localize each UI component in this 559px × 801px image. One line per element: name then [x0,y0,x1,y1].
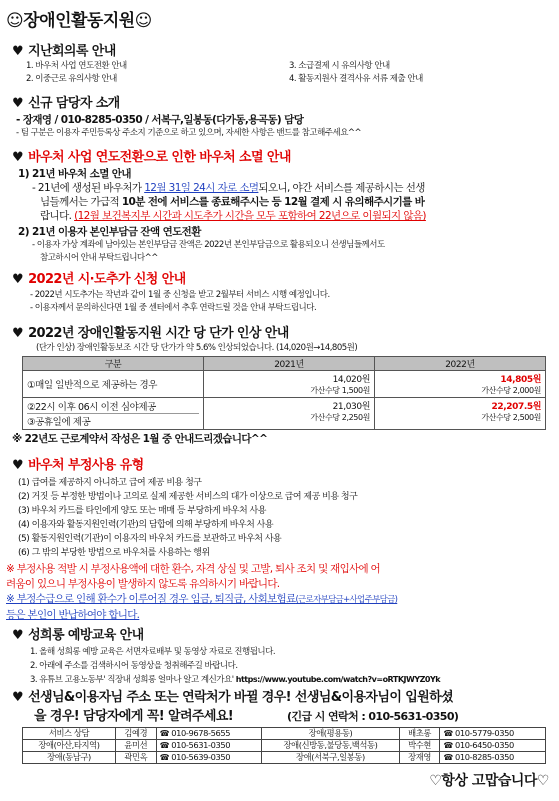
section-heading: 신규 담당자 소개 [28,96,120,111]
phone-icon: ☎ [159,753,170,762]
list-item: 3. 소급결제 시 유의사항 안내 [289,61,390,71]
phone-icon: ☎ [443,753,453,762]
page-title: ☺장애인활동지원☺ [6,11,152,31]
table-row: 장애(동남구) 곽민옥 ☎ 010-5639-0350 장애(서북구,일봉동) 장재영 ☎ 010-8285-0350 [23,752,546,764]
video-link[interactable]: https://www.youtube.com/watch?v=oRTKJWYZ0Yk [235,675,441,684]
section-rate-increase [12,322,357,355]
manager-info: - 장재영 / 010-8285-0350 / 서복구,일봉동(다가동,용곡동) 담당 [16,114,304,126]
section-heading: 2022년 장애인활동지원 시간 당 단가 인상 안내 [28,326,289,341]
refund-warning: ※ 부정수급으로 인해 환수가 이루어질 경우 임금, 퇴직금, 사회보험료(근로자부담금+사업주부담금) 등은 본인이 반납하여야 합니다. [6,593,398,621]
subheading: 1) 21년 바우처 소멸 안내 [18,168,131,180]
heart-icon: ♥ [12,272,24,287]
list-item: 1. 바우처 사업 연도전환 안내 [26,61,127,71]
list-item: 2. 이중근로 유의사항 안내 [26,74,117,84]
list-item: 3. 유튜브 고용노동부' 직장내 성희롱 얼마나 알고 계신가요' https://www.youtube.com/watch?v=oRTKJWYZ0Yk [30,675,441,685]
list-item: (3) 바우처 카드를 타인에게 양도 또는 매매 등 부당하게 바우처 사용 [18,506,266,516]
fraud-warning: ※ 부정사용 적발 시 부정사용액에 대한 환수, 자격 상실 및 고발, 퇴사 조치 및 재입사에 어 려움이 있으니 부정사용이 발생하지 않도록 유의하시기 바랍니다. [6,563,380,590]
table-row: ①매일 일반적으로 제공하는 경우 14,020원 가산수당 1,500원 14,805원 가산수당 2,000원 [23,371,546,398]
phone-icon: ☎ [443,729,453,738]
table-row: ②22시 이후 06시 이전 심야제공 ③공휴일에 제공 21,030원 가산수당 2,250원 22,207.5원 가산수당 2,500원 [23,398,546,430]
heart-icon: ♥ [12,326,24,341]
contacts-table [22,727,546,764]
heart-icon: ♥ [12,690,24,705]
heart-icon: ♥ [12,458,24,473]
subheading: 2) 21년 이용자 본인부담금 잔액 연도전환 [18,226,201,238]
list-item: (4) 이용자와 활동지원인력(기관)의 담합에 의해 부당하게 바우처 사용 [18,520,274,530]
section-heading: 바우처 부정사용 유형 [28,458,144,473]
minutes-list [26,60,552,86]
expiry-date: 12월 31일 24시 자로 소멸 [144,182,259,194]
section-heading: 지난회의록 안내 [28,44,116,59]
section-city-additional: ♥ 2022년 시·도추가 신청 안내 - 2022년 시도추가는 작년과 같이 1월 중 신청을 받고 2월부터 서비스 시행 예정입니다. - 이용자께서 문의하신다면 1월 중 센터에서 추후 연락드릴 것을 안내 부탁드립니다. [12,272,330,313]
fraud-list [18,476,357,560]
contract-footnote: ※ 22년도 근로계약서 작성은 1월 중 안내드리겠습니다^^ [12,433,268,445]
phone-icon: ☎ [443,741,453,750]
closing-message: ♡항상 고맙습니다♡ [429,773,549,789]
phone-icon: ☎ [159,741,170,750]
emergency-contact: (긴급 시 연락처 : 010-5631-0350) [287,710,459,723]
list-item: (6) 그 밖의 부당한 방법으로 바우처를 사용하는 행위 [18,548,210,558]
list-item: 1. 올해 성희롱 예방 교육은 서면자료배부 및 동영상 자료로 진행됩니다. [30,647,276,657]
table-row: 장애(아산,타지역) 윤미선 ☎ 010-5631-0350 장애(신방동,불당동,백석동) 박수현 ☎ 010-6450-0350 [23,740,546,752]
heart-icon: ♥ [12,96,24,111]
section-new-manager [12,92,361,140]
section-heading: 성희롱 예방교육 안내 [28,628,144,643]
heart-icon: ♥ [12,150,24,165]
list-item: 2. 아래에 주소를 검색하시어 동영상을 청취해주길 바랍니다. [30,661,238,671]
list-item: (1) 급여를 제공하지 아니하고 급여 제공 비용 청구 [18,478,202,488]
list-item: 4. 활동지원사 결격사유 서류 제출 안내 [289,74,423,84]
section-meeting-minutes [12,40,552,86]
section-fraud-types [12,454,357,560]
section-heading: 2022년 시·도추가 신청 안내 [28,272,186,287]
section-heading: 바우처 사업 연도전환으로 인한 바우처 소멸 안내 [28,150,291,165]
table-row: 서비스 상담 김예경 ☎ 010-9678-5655 장애(평용동) 배초롱 ☎ 010-5779-0350 [23,728,546,740]
section-contact-change: ♥ 선생님&이용자님 주소 또는 연락처가 바뀔 경우! 선생님&이용자님이 입원하셨 을 경우! 담당자에게 꼭! 알려주세요! (긴급 시 연락처 : 010-5631-0350) [12,690,459,724]
section-voucher-expiry: ♥ 바우처 사업 연도전환으로 인한 바우처 소멸 안내 1) 21년 바우처 소멸 안내 - 21년에 생성된 바우처가 12월 31일 24시 자로 소멸되오니, 야간 서비스를 제공하시는 선생 님들께서는 가급적 10분 전에 서비스를 종료해주시는 등 12월 결제 시 유의해주시기를 바 랍니다. (12월 보건복지부 시간과 시도추가 시간을 모두 포함하여 22년으로 이월되지 않음) 2) 21년 이용자 본인부담금 잔액 연도전환 - 이용자 가상 계좌에 남아있는 본인부담금 잔액은 2022년 본인부담금으로 활용되오니 선생님들께서도 참고하시어 안내 부탁드립니다^^ [12,150,426,263]
phone-icon: ☎ [159,729,170,738]
section-harassment-education [12,624,440,687]
rate-note: (단가 인상) 장애인활동보조 시간 당 단가가 약 5.6% 인상되었습니다. (14,020원→14,805원) [36,343,358,353]
carryover-note: (12월 보건복지부 시간과 시도추가 시간을 모두 포함하여 22년으로 이월되지 않음) [74,210,426,222]
list-item: (2) 거짓 등 부정한 방법이나 고의로 실제 제공한 서비스의 대가 이상으로 급여 제공 비용 청구 [18,492,358,502]
list-item: (5) 활동지원인력(기관)이 이용자의 바우처 카드를 보관하고 바우처 사용 [18,534,282,544]
table-header: 구분 2021년 2022년 [23,357,546,371]
heart-icon: ♥ [12,628,24,643]
rate-table [22,356,546,430]
manager-note: - 팀 구분은 이용자 주민등록상 주소지 기준으로 하고 있으며, 자세한 사항은 밴드를 참고해주세요^^ [16,128,362,138]
heart-icon: ♥ [12,44,24,59]
